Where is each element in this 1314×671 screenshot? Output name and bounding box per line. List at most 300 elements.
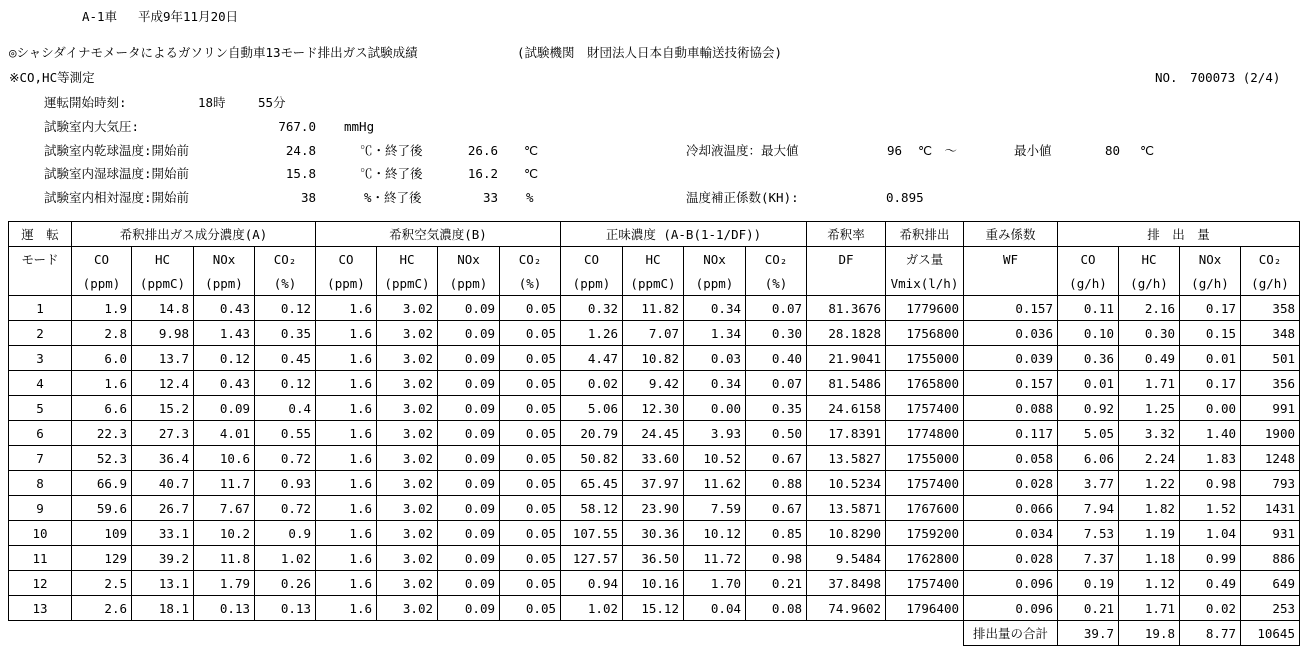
table-cell: 0.028 <box>964 546 1058 571</box>
wf-header-top: 重み係数 <box>964 222 1058 247</box>
table-cell: 0.05 <box>500 596 561 621</box>
table-cell: 1.6 <box>316 321 377 346</box>
table-cell: 2.8 <box>72 321 132 346</box>
total-hc: 19.8 <box>1119 621 1180 646</box>
table-cell: 1.25 <box>1119 396 1180 421</box>
table-row <box>9 346 1300 371</box>
table-cell: 0.19 <box>1058 571 1119 596</box>
df-header-bottom: DF <box>807 247 886 272</box>
table-cell: 7.94 <box>1058 496 1119 521</box>
table-cell: 0.34 <box>684 371 746 396</box>
table-cell: 1.71 <box>1119 371 1180 396</box>
pressure-value: 767.0 <box>278 119 316 134</box>
table-cell: 12.4 <box>132 371 194 396</box>
coolant-temp-label: 冷却液温度：最大値 <box>686 143 799 158</box>
table-cell: 0.15 <box>1180 321 1241 346</box>
table-cell: 356 <box>1241 371 1300 396</box>
table-cell: 0.35 <box>746 396 807 421</box>
table-cell: 5.05 <box>1058 421 1119 446</box>
col-a-co2: CO₂ <box>255 247 316 272</box>
mode-number: 3 <box>9 346 72 371</box>
table-cell: 991 <box>1241 396 1300 421</box>
mode-number: 6 <box>9 421 72 446</box>
table-cell: 10.5234 <box>807 471 886 496</box>
table-cell: 1.71 <box>1119 596 1180 621</box>
table-cell: 65.45 <box>561 471 623 496</box>
table-cell: 0.09 <box>438 396 500 421</box>
table-cell: 1.19 <box>1119 521 1180 546</box>
table-cell: 0.99 <box>1180 546 1241 571</box>
table-cell: 0.67 <box>746 446 807 471</box>
table-cell: 2.6 <box>72 596 132 621</box>
table-cell: 0.17 <box>1180 371 1241 396</box>
table-cell: 0.12 <box>255 371 316 396</box>
table-cell: 1.6 <box>316 496 377 521</box>
table-cell: 1431 <box>1241 496 1300 521</box>
table-cell: 0.17 <box>1180 296 1241 321</box>
table-cell: 886 <box>1241 546 1300 571</box>
table-cell: 2.16 <box>1119 296 1180 321</box>
table-cell: 0.036 <box>964 321 1058 346</box>
document-number: NO. 700073 (2/4) <box>1155 70 1281 85</box>
table-cell: 15.12 <box>623 596 684 621</box>
table-cell: 10.52 <box>684 446 746 471</box>
table-cell: 10.82 <box>623 346 684 371</box>
unit-net-hc: (ppmC) <box>623 271 684 296</box>
table-cell: 0.09 <box>438 321 500 346</box>
col-emis-hc: HC <box>1119 247 1180 272</box>
col-a-nox: NOx <box>194 247 255 272</box>
mode-number: 8 <box>9 471 72 496</box>
col-b-co: CO <box>316 247 377 272</box>
dry-bulb-before: 24.8 <box>285 143 316 158</box>
table-cell: 66.9 <box>72 471 132 496</box>
table-row <box>9 521 1300 546</box>
table-row <box>9 371 1300 396</box>
mode-number: 4 <box>9 371 72 396</box>
table-cell: 1248 <box>1241 446 1300 471</box>
table-cell: 0.09 <box>438 521 500 546</box>
unit-b-hc: (ppmC) <box>377 271 438 296</box>
col-b-co2: CO₂ <box>500 247 561 272</box>
total-co: 39.7 <box>1058 621 1119 646</box>
table-row <box>9 471 1300 496</box>
table-cell: 30.36 <box>623 521 684 546</box>
footer-spacer <box>9 621 964 646</box>
table-cell: 17.8391 <box>807 421 886 446</box>
table-cell: 0.30 <box>746 321 807 346</box>
table-cell: 0.09 <box>438 346 500 371</box>
table-cell: 1.6 <box>316 446 377 471</box>
table-cell: 27.3 <box>132 421 194 446</box>
table-cell: 0.4 <box>255 396 316 421</box>
table-cell: 6.6 <box>72 396 132 421</box>
table-cell: 1.6 <box>316 546 377 571</box>
table-cell: 0.05 <box>500 396 561 421</box>
table-cell: 0.039 <box>964 346 1058 371</box>
coolant-temp-max-unit: ℃ ～ <box>918 143 958 158</box>
total-nox: 8.77 <box>1180 621 1241 646</box>
table-cell: 3.02 <box>377 471 438 496</box>
table-cell: 3.02 <box>377 321 438 346</box>
wf-header-blank <box>964 271 1058 296</box>
table-cell: 1.02 <box>561 596 623 621</box>
mode-number: 1 <box>9 296 72 321</box>
mode-number: 2 <box>9 321 72 346</box>
table-cell: 1.26 <box>561 321 623 346</box>
table-cell: 3.02 <box>377 421 438 446</box>
col-emis-co2: CO₂ <box>1241 247 1300 272</box>
table-cell: 1757400 <box>886 571 964 596</box>
unit-emis-co: (g/h) <box>1058 271 1119 296</box>
table-cell: 1.6 <box>316 471 377 496</box>
table-cell: 18.1 <box>132 596 194 621</box>
mode-number: 10 <box>9 521 72 546</box>
table-cell: 0.21 <box>1058 596 1119 621</box>
table-cell: 0.096 <box>964 596 1058 621</box>
table-cell: 0.98 <box>746 546 807 571</box>
kh-value: 0.895 <box>886 190 924 205</box>
table-cell: 1.6 <box>316 346 377 371</box>
table-cell: 0.05 <box>500 346 561 371</box>
table-cell: 39.2 <box>132 546 194 571</box>
table-cell: 0.45 <box>255 346 316 371</box>
table-cell: 0.034 <box>964 521 1058 546</box>
table-cell: 3.02 <box>377 521 438 546</box>
unit-emis-co2: (g/h) <box>1241 271 1300 296</box>
wet-bulb-before: 15.8 <box>285 166 316 181</box>
col-emis-co: CO <box>1058 247 1119 272</box>
table-cell: 1.79 <box>194 571 255 596</box>
table-cell: 358 <box>1241 296 1300 321</box>
table-cell: 11.8 <box>194 546 255 571</box>
table-cell: 1.52 <box>1180 496 1241 521</box>
table-cell: 11.82 <box>623 296 684 321</box>
table-cell: 13.5871 <box>807 496 886 521</box>
unit-a-nox: (ppm) <box>194 271 255 296</box>
table-cell: 37.97 <box>623 471 684 496</box>
table-cell: 10.12 <box>684 521 746 546</box>
table-cell: 3.02 <box>377 571 438 596</box>
table-cell: 11.62 <box>684 471 746 496</box>
table-cell: 0.43 <box>194 371 255 396</box>
table-cell: 501 <box>1241 346 1300 371</box>
table-cell: 1.02 <box>255 546 316 571</box>
table-cell: 1779600 <box>886 296 964 321</box>
unit-net-nox: (ppm) <box>684 271 746 296</box>
dry-bulb-after: 26.6 <box>467 143 498 158</box>
pressure-label: 試験室内大気圧: <box>44 119 140 134</box>
table-row <box>9 421 1300 446</box>
table-row <box>9 396 1300 421</box>
table-cell: 1767600 <box>886 496 964 521</box>
col-emis-nox: NOx <box>1180 247 1241 272</box>
table-cell: 0.21 <box>746 571 807 596</box>
col-b-hc: HC <box>377 247 438 272</box>
table-cell: 1.6 <box>316 296 377 321</box>
table-cell: 0.49 <box>1119 346 1180 371</box>
table-cell: 1796400 <box>886 596 964 621</box>
table-cell: 11.7 <box>194 471 255 496</box>
humidity-end-label: %・終了後 <box>364 190 422 205</box>
table-row <box>9 546 1300 571</box>
table-cell: 0.058 <box>964 446 1058 471</box>
table-cell: 36.4 <box>132 446 194 471</box>
table-cell: 1.43 <box>194 321 255 346</box>
table-cell: 1900 <box>1241 421 1300 446</box>
table-cell: 0.36 <box>1058 346 1119 371</box>
unit-a-hc: (ppmC) <box>132 271 194 296</box>
unit-net-co: (ppm) <box>561 271 623 296</box>
unit-a-co2: (%) <box>255 271 316 296</box>
table-cell: 0.05 <box>500 296 561 321</box>
table-cell: 1757400 <box>886 471 964 496</box>
table-cell: 24.6158 <box>807 396 886 421</box>
vmix-header-top: 希釈排出 <box>886 222 964 247</box>
net-conc-header: 正味濃度 (A-B(1-1/DF)) <box>561 222 807 247</box>
table-cell: 0.117 <box>964 421 1058 446</box>
table-cell: 0.09 <box>438 296 500 321</box>
table-cell: 253 <box>1241 596 1300 621</box>
table-cell: 23.90 <box>623 496 684 521</box>
table-cell: 0.04 <box>684 596 746 621</box>
unit-b-nox: (ppm) <box>438 271 500 296</box>
table-cell: 10.8290 <box>807 521 886 546</box>
mode-header-blank <box>9 271 72 296</box>
unit-b-co2: (%) <box>500 271 561 296</box>
table-cell: 0.09 <box>438 596 500 621</box>
table-cell: 6.06 <box>1058 446 1119 471</box>
table-row <box>9 321 1300 346</box>
table-cell: 0.09 <box>194 396 255 421</box>
measurement-note: ※CO,HC等測定 <box>9 70 95 85</box>
table-cell: 3.02 <box>377 396 438 421</box>
wet-bulb-after: 16.2 <box>467 166 498 181</box>
start-time-minute: 55分 <box>258 95 286 110</box>
table-cell: 0.09 <box>438 496 500 521</box>
table-cell: 7.53 <box>1058 521 1119 546</box>
table-cell: 1.6 <box>316 371 377 396</box>
table-cell: 10.6 <box>194 446 255 471</box>
col-net-hc: HC <box>623 247 684 272</box>
table-cell: 0.02 <box>561 371 623 396</box>
table-cell: 1.6 <box>316 421 377 446</box>
table-cell: 3.77 <box>1058 471 1119 496</box>
table-cell: 1.6 <box>316 596 377 621</box>
table-cell: 0.92 <box>1058 396 1119 421</box>
table-cell: 22.3 <box>72 421 132 446</box>
table-cell: 0.00 <box>684 396 746 421</box>
coolant-temp-min: 80 <box>1104 143 1120 158</box>
table-cell: 0.02 <box>1180 596 1241 621</box>
table-cell: 1.6 <box>316 396 377 421</box>
unit-a-co: (ppm) <box>72 271 132 296</box>
col-net-co: CO <box>561 247 623 272</box>
table-cell: 1.6 <box>316 571 377 596</box>
table-cell: 0.09 <box>438 546 500 571</box>
table-cell: 59.6 <box>72 496 132 521</box>
table-cell: 1774800 <box>886 421 964 446</box>
table-cell: 0.05 <box>500 546 561 571</box>
start-time-label: 運転開始時刻: <box>44 95 127 110</box>
table-cell: 33.1 <box>132 521 194 546</box>
table-cell: 1.9 <box>72 296 132 321</box>
unit-net-co2: (%) <box>746 271 807 296</box>
table-cell: 0.93 <box>255 471 316 496</box>
table-cell: 1762800 <box>886 546 964 571</box>
table-cell: 1.22 <box>1119 471 1180 496</box>
coolant-temp-min-label: 最小値 <box>1014 143 1052 158</box>
table-cell: 50.82 <box>561 446 623 471</box>
col-b-nox: NOx <box>438 247 500 272</box>
table-cell: 0.35 <box>255 321 316 346</box>
table-cell: 0.088 <box>964 396 1058 421</box>
table-cell: 0.88 <box>746 471 807 496</box>
table-cell: 127.57 <box>561 546 623 571</box>
table-cell: 3.32 <box>1119 421 1180 446</box>
table-cell: 0.43 <box>194 296 255 321</box>
df-header-top: 希釈率 <box>807 222 886 247</box>
col-a-co: CO <box>72 247 132 272</box>
table-cell: 0.05 <box>500 521 561 546</box>
table-cell: 1.70 <box>684 571 746 596</box>
table-cell: 5.06 <box>561 396 623 421</box>
table-cell: 9.5484 <box>807 546 886 571</box>
table-cell: 649 <box>1241 571 1300 596</box>
table-cell: 0.40 <box>746 346 807 371</box>
table-cell: 348 <box>1241 321 1300 346</box>
table-cell: 0.67 <box>746 496 807 521</box>
table-cell: 1755000 <box>886 346 964 371</box>
table-cell: 0.01 <box>1180 346 1241 371</box>
table-cell: 0.05 <box>500 421 561 446</box>
table-cell: 4.01 <box>194 421 255 446</box>
table-cell: 0.49 <box>1180 571 1241 596</box>
table-cell: 109 <box>72 521 132 546</box>
wet-bulb-unit: ℃ <box>524 166 539 181</box>
table-cell: 0.05 <box>500 496 561 521</box>
vmix-header-mid: ガス量 <box>886 247 964 272</box>
table-cell: 0.26 <box>255 571 316 596</box>
table-cell: 37.8498 <box>807 571 886 596</box>
mode-number: 13 <box>9 596 72 621</box>
table-cell: 13.5827 <box>807 446 886 471</box>
table-cell: 7.59 <box>684 496 746 521</box>
table-cell: 0.85 <box>746 521 807 546</box>
table-cell: 1.83 <box>1180 446 1241 471</box>
table-cell: 3.02 <box>377 296 438 321</box>
table-row <box>9 596 1300 621</box>
table-cell: 0.72 <box>255 446 316 471</box>
table-cell: 0.096 <box>964 571 1058 596</box>
mode-number: 5 <box>9 396 72 421</box>
table-cell: 9.42 <box>623 371 684 396</box>
table-cell: 28.1828 <box>807 321 886 346</box>
table-cell: 1.6 <box>72 371 132 396</box>
table-cell: 0.50 <box>746 421 807 446</box>
wf-header-bottom: WF <box>964 247 1058 272</box>
table-cell: 0.10 <box>1058 321 1119 346</box>
table-cell: 0.08 <box>746 596 807 621</box>
table-cell: 1.12 <box>1119 571 1180 596</box>
mode-header-top: 運 転 <box>9 222 72 247</box>
test-date: 平成9年11月20日 <box>138 9 239 24</box>
humidity-before: 38 <box>300 190 316 205</box>
table-cell: 3.02 <box>377 546 438 571</box>
table-cell: 0.72 <box>255 496 316 521</box>
mode-number: 7 <box>9 446 72 471</box>
table-cell: 33.60 <box>623 446 684 471</box>
table-cell: 52.3 <box>72 446 132 471</box>
table-cell: 0.09 <box>438 571 500 596</box>
table-cell: 15.2 <box>132 396 194 421</box>
table-cell: 9.98 <box>132 321 194 346</box>
table-cell: 0.07 <box>746 371 807 396</box>
table-cell: 0.09 <box>438 471 500 496</box>
table-cell: 1.04 <box>1180 521 1241 546</box>
table-cell: 3.93 <box>684 421 746 446</box>
table-cell: 11.72 <box>684 546 746 571</box>
table-cell: 4.47 <box>561 346 623 371</box>
table-cell: 0.05 <box>500 446 561 471</box>
table-cell: 24.45 <box>623 421 684 446</box>
table-cell: 36.50 <box>623 546 684 571</box>
table-cell: 3.02 <box>377 346 438 371</box>
pressure-unit: mmHg <box>344 119 375 134</box>
table-cell: 12.30 <box>623 396 684 421</box>
table-cell: 58.12 <box>561 496 623 521</box>
table-cell: 1765800 <box>886 371 964 396</box>
table-cell: 931 <box>1241 521 1300 546</box>
unit-emis-nox: (g/h) <box>1180 271 1241 296</box>
table-cell: 0.55 <box>255 421 316 446</box>
table-cell: 107.55 <box>561 521 623 546</box>
table-cell: 0.157 <box>964 371 1058 396</box>
vmix-header-bottom: Vmix(l/h) <box>886 271 964 296</box>
table-cell: 1.34 <box>684 321 746 346</box>
table-cell: 0.028 <box>964 471 1058 496</box>
table-cell: 1757400 <box>886 396 964 421</box>
table-cell: 0.32 <box>561 296 623 321</box>
test-agency: (試験機関 財団法人日本自動車輸送技術協会) <box>517 45 783 60</box>
col-net-nox: NOx <box>684 247 746 272</box>
table-cell: 0.09 <box>438 371 500 396</box>
table-cell: 6.0 <box>72 346 132 371</box>
table-cell: 40.7 <box>132 471 194 496</box>
emission-results-table <box>8 221 1300 646</box>
table-cell: 0.00 <box>1180 396 1241 421</box>
table-cell: 81.3676 <box>807 296 886 321</box>
table-cell: 2.24 <box>1119 446 1180 471</box>
table-cell: 0.066 <box>964 496 1058 521</box>
report-title: ◎シャシダイナモメータによるガソリン自動車13モード排出ガス試験成績 <box>9 45 418 60</box>
table-cell: 21.9041 <box>807 346 886 371</box>
dry-bulb-end-label: ℃・終了後 <box>360 143 423 158</box>
unit-emis-hc: (g/h) <box>1119 271 1180 296</box>
kh-label: 温度補正係数(KH): <box>686 190 799 205</box>
table-cell: 20.79 <box>561 421 623 446</box>
table-cell: 0.07 <box>746 296 807 321</box>
wet-bulb-label: 試験室内湿球温度:開始前 <box>44 166 190 181</box>
table-row <box>9 296 1300 321</box>
table-cell: 7.67 <box>194 496 255 521</box>
table-cell: 1755000 <box>886 446 964 471</box>
table-cell: 0.11 <box>1058 296 1119 321</box>
table-cell: 0.98 <box>1180 471 1241 496</box>
mode-number: 9 <box>9 496 72 521</box>
table-cell: 1.6 <box>316 521 377 546</box>
table-cell: 0.09 <box>438 446 500 471</box>
